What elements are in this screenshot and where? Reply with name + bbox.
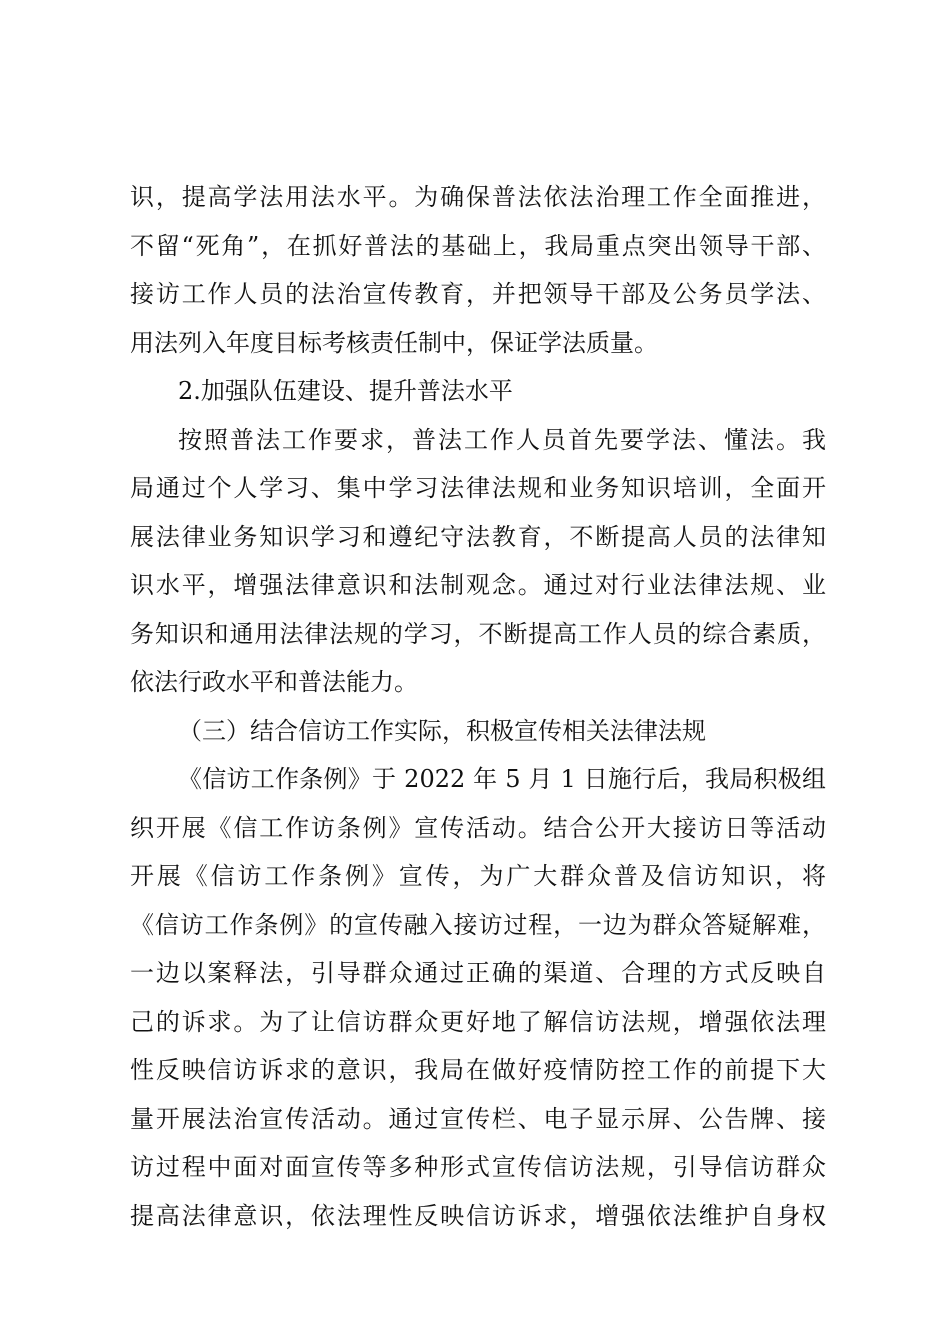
text-line: 一边以案释法，引导群众通过正确的渠道、合理的方式反映自 [130, 959, 826, 987]
text-line: 展法律业务知识学习和遵纪守法教育，不断提高人员的法律知 [130, 522, 826, 551]
text-line: 接访工作人员的法治宣传教育，并把领导干部及公务员学法、 [130, 280, 826, 308]
text-line: 提高法律意识，依法理性反映信访诉求，增强依法维护自身权 [130, 1201, 826, 1230]
text-line: 用法列入年度目标考核责任制中，保证学法质量。 [130, 328, 658, 357]
text-line: 《信访工作条例》的宣传融入接访过程，一边为群众答疑解难， [130, 910, 826, 939]
paragraph-first-line: 按照普法工作要求，普法工作人员首先要学法、懂法。我 [178, 425, 826, 454]
text-line: 己的诉求。为了让信访群众更好地了解信访法规，增强依法理 [130, 1007, 826, 1036]
text-line: 务知识和通用法律法规的学习，不断提高工作人员的综合素质， [130, 619, 826, 648]
section-heading: 2.加强队伍建设、提升普法水平 [178, 377, 513, 405]
text-line: 依法行政水平和普法能力。 [130, 668, 418, 696]
text-line: 量开展法治宣传活动。通过宣传栏、电子显示屏、公告牌、接 [130, 1104, 826, 1133]
text-line: 开展《信访工作条例》宣传，为广大群众普及信访知识，将 [130, 862, 826, 890]
text-line: 不留“死角”，在抓好普法的基础上，我局重点突出领导干部、 [130, 231, 826, 260]
document-body [130, 173, 826, 1240]
text-line: 识，提高学法用法水平。为确保普法依法治理工作全面推进， [130, 183, 826, 211]
text-line: 访过程中面对面宣传等多种形式宣传信访法规，引导信访群众 [130, 1153, 826, 1181]
text-line: 局通过个人学习、集中学习法律法规和业务知识培训，全面开 [130, 474, 826, 502]
text-line: 性反映信访诉求的意识，我局在做好疫情防控工作的前提下大 [130, 1056, 826, 1084]
text-line: 织开展《信工作访条例》宣传活动。结合公开大接访日等活动 [130, 813, 826, 842]
text-line: 识水平，增强法律意识和法制观念。通过对行业法律法规、业 [130, 571, 826, 599]
paragraph-first-line: 《信访工作条例》于 2022 年 5 月 1 日施行后，我局积极组 [178, 765, 826, 793]
section-heading: （三）结合信访工作实际，积极宣传相关法律法规 [178, 716, 706, 745]
